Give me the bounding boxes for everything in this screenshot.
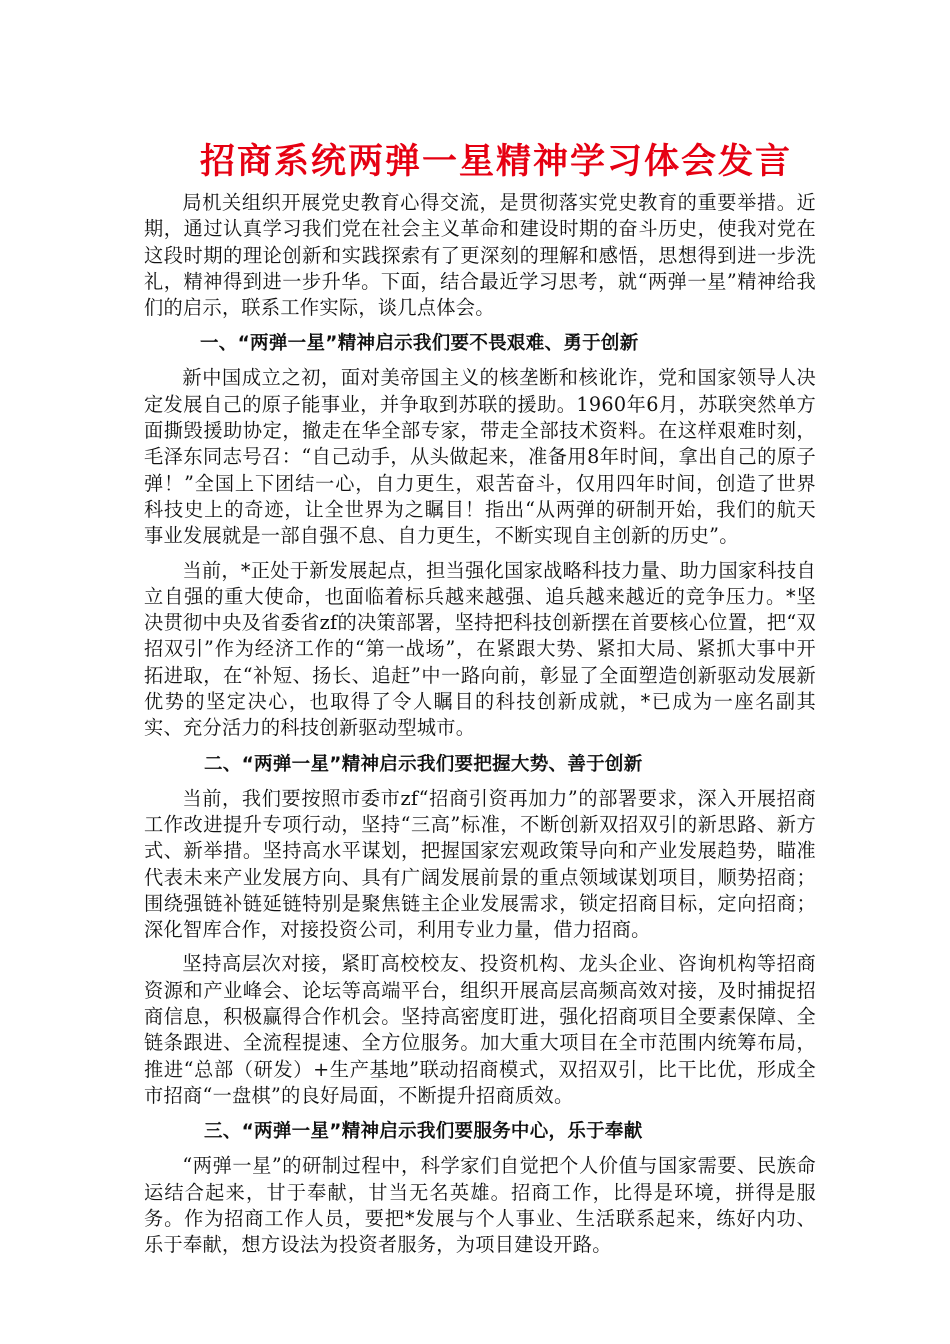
document-page xyxy=(144,128,816,1258)
section-2-paragraph-1: 当前，我们要按照市委市zf“招商引资再加力”的部署要求，深入开展招商工作改进提升专项行动，坚持“三高”标准，不断创新双招双引的新思路、新方式、新举措。坚持高水平谋划，把握国家宏观政策导向和产业发展趋势，瞄准代表未来产业发展方向、具有广阔发展前景的重点领域谋划项目，顺势招商；围绕强链补链延链特别是聚焦链主企业发展需求，锁定招商目标，定向招商；深化智库合作，对接投资公司，利用专业力量，借力招商。 xyxy=(144,786,816,942)
section-1-paragraph-1: 新中国成立之初，面对美帝国主义的核垄断和核讹诈，党和国家领导人决定发展自己的原子能事业，并争取到苏联的援助。1960年6月，苏联突然单方面撕毁援助协定，撤走在华全部专家，带走全部技术资料。在这样艰难时刻，毛泽东同志号召：“自己动手，从头做起来，准备用8年时间，拿出自己的原子弹！”全国上下团结一心，自力更生，艰苦奋斗，仅用四年时间，创造了世界科技史上的奇迹，让全世界为之瞩目！指出“从两弹的研制开始，我们的航天事业发展就是一部自强不息、自力更生，不断实现自主创新的历史”。 xyxy=(144,366,816,548)
section-3-paragraph-1: “两弹一星”的研制过程中，科学家们自觉把个人价值与国家需要、民族命运结合起来，甘于奉献，甘当无名英雄。招商工作，比得是环境，拼得是服务。作为招商工作人员，要把*发展与个人事业、生活联系起来，练好内功、乐于奉献，想方设法为投资者服务，为项目建设开路。 xyxy=(144,1154,816,1257)
section-3-heading: 三、“两弹一星”精神启示我们要服务中心，乐于奉献 xyxy=(204,1121,643,1143)
document-title: 招商系统两弹一星精神学习体会发言 xyxy=(199,142,792,182)
section-1-paragraph-2: 当前，*正处于新发展起点，担当强化国家战略科技力量、助力国家科技自立自强的重大使命，也面临着标兵越来越强、追兵越来越近的竞争压力。*坚决贯彻中央及省委省zf的决策部署，坚持把科技创新摆在首要核心位置，把“双招双引”作为经济工作的“第一战场”，在紧跟大势、紧扣大局、紧抓大事中开拓进取，在“补短、扬长、追赶”中一路向前，彰显了全面塑造创新驱动发展新优势的坚定决心，也取得了令人瞩目的科技创新成就，*已成为一座名副其实、充分活力的科技创新驱动型城市。 xyxy=(144,558,816,740)
intro-paragraph: 局机关组织开展党史教育心得交流，是贯彻落实党史教育的重要举措。近期，通过认真学习我们党在社会主义革命和建设时期的奋斗历史，使我对党在这段时期的理论创新和实践探索有了更深刻的理解和感悟，思想得到进一步洗礼，精神得到进一步升华。下面，结合最近学习思考，就“两弹一星”精神给我们的启示，联系工作实际，谈几点体会。 xyxy=(144,191,816,320)
section-2-paragraph-2: 坚持高层次对接，紧盯高校校友、投资机构、龙头企业、咨询机构等招商资源和产业峰会、论坛等高端平台，组织开展高层高频高效对接，及时捕捉招商信息，积极赢得合作机会。坚持高密度盯进，强化招商项目全要素保障、全链条跟进、全流程提速、全方位服务。加大重大项目在全市范围内统筹布局，推进“总部（研发）+生产基地”联动招商模式，双招双引，比干比优，形成全市招商“一盘棋”的良好局面，不断提升招商质效。 xyxy=(144,952,816,1107)
section-1-heading: 一、“两弹一星”精神启示我们要不畏艰难、勇于创新 xyxy=(200,333,639,355)
section-2-heading: 二、“两弹一星”精神启示我们要把握大势、善于创新 xyxy=(204,753,643,775)
